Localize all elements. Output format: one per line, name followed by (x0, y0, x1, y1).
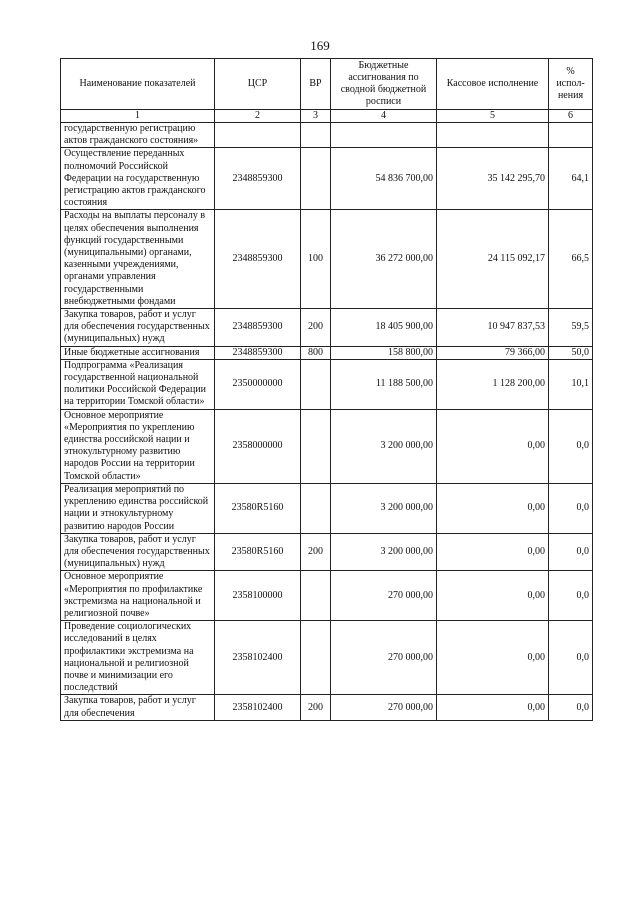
row-name: Подпрограмма «Реализация государственной национальной политики Российской Федерации на территории Томской области» (61, 359, 215, 409)
row-percent (549, 123, 593, 148)
row-vr (301, 148, 331, 210)
table-row (61, 148, 593, 210)
row-name: Реализация мероприятий по укреплению единства российской нации и этнокультурному развитию народов России (61, 483, 215, 533)
row-assigned: 54 836 700,00 (331, 148, 437, 210)
column-number: 1 (61, 110, 215, 123)
table-row (61, 359, 593, 409)
row-vr (301, 359, 331, 409)
row-vr: 200 (301, 695, 331, 720)
row-vr: 200 (301, 533, 331, 571)
row-percent: 59,5 (549, 309, 593, 347)
row-executed: 79 366,00 (437, 346, 549, 359)
row-executed: 24 115 092,17 (437, 210, 549, 309)
row-csr: 2358100000 (215, 571, 301, 621)
row-executed: 0,00 (437, 533, 549, 571)
row-assigned: 18 405 900,00 (331, 309, 437, 347)
row-executed: 0,00 (437, 695, 549, 720)
row-assigned: 270 000,00 (331, 571, 437, 621)
column-number: 5 (437, 110, 549, 123)
row-assigned: 270 000,00 (331, 695, 437, 720)
row-percent: 0,0 (549, 571, 593, 621)
row-vr: 800 (301, 346, 331, 359)
header-name: Наименование показателей (61, 59, 215, 110)
row-csr: 23580R5160 (215, 533, 301, 571)
row-assigned: 3 200 000,00 (331, 409, 437, 483)
row-vr (301, 123, 331, 148)
row-csr: 2348859300 (215, 346, 301, 359)
row-name: Закупка товаров, работ и услуг для обеспечения (61, 695, 215, 720)
table-row (61, 695, 593, 720)
table-row (61, 571, 593, 621)
row-name: Закупка товаров, работ и услуг для обеспечения государственных (муниципальных) нужд (61, 533, 215, 571)
row-vr (301, 621, 331, 695)
column-number: 4 (331, 110, 437, 123)
row-executed: 35 142 295,70 (437, 148, 549, 210)
row-csr: 2350000000 (215, 359, 301, 409)
column-number: 2 (215, 110, 301, 123)
row-assigned: 3 200 000,00 (331, 533, 437, 571)
table-row (61, 483, 593, 533)
row-csr (215, 123, 301, 148)
row-executed: 10 947 837,53 (437, 309, 549, 347)
table-row (61, 533, 593, 571)
row-assigned (331, 123, 437, 148)
table-row (61, 123, 593, 148)
row-csr: 23580R5160 (215, 483, 301, 533)
row-executed: 1 128 200,00 (437, 359, 549, 409)
header-percent: % испол-нения (549, 59, 593, 110)
row-percent: 0,0 (549, 695, 593, 720)
row-vr (301, 483, 331, 533)
header-assigned: Бюджетные ассигнования по сводной бюджетной росписи (331, 59, 437, 110)
row-assigned: 36 272 000,00 (331, 210, 437, 309)
row-percent: 0,0 (549, 483, 593, 533)
header-csr: ЦСР (215, 59, 301, 110)
row-executed: 0,00 (437, 483, 549, 533)
row-name: Расходы на выплаты персоналу в целях обеспечения выполнения функций государственными (муниципальными) органами, казенными учреждениями, органами управления государственными внебюджетными фондами (61, 210, 215, 309)
row-name: Иные бюджетные ассигнования (61, 346, 215, 359)
row-percent: 10,1 (549, 359, 593, 409)
row-csr: 2358102400 (215, 695, 301, 720)
row-percent: 0,0 (549, 533, 593, 571)
column-number: 6 (549, 110, 593, 123)
budget-table (60, 58, 593, 721)
row-name: Закупка товаров, работ и услуг для обеспечения государственных (муниципальных) нужд (61, 309, 215, 347)
header-row (61, 59, 593, 110)
row-assigned: 270 000,00 (331, 621, 437, 695)
row-name: Осуществление переданных полномочий Российской Федерации на государственную регистрацию актов гражданского состояния (61, 148, 215, 210)
row-name: Основное мероприятие «Мероприятия по укреплению единства российской нации и этнокультурному развитию народов России на территории Томской области» (61, 409, 215, 483)
table-body (61, 123, 593, 721)
row-percent: 0,0 (549, 621, 593, 695)
row-vr: 200 (301, 309, 331, 347)
row-assigned: 3 200 000,00 (331, 483, 437, 533)
row-executed: 0,00 (437, 409, 549, 483)
row-percent: 64,1 (549, 148, 593, 210)
row-name: Основное мероприятие «Мероприятия по профилактике экстремизма на национальной и религиозной почве» (61, 571, 215, 621)
row-csr: 2348859300 (215, 309, 301, 347)
row-csr: 2348859300 (215, 210, 301, 309)
row-csr: 2358102400 (215, 621, 301, 695)
row-executed (437, 123, 549, 148)
row-vr (301, 571, 331, 621)
row-vr (301, 409, 331, 483)
table-row (61, 309, 593, 347)
row-csr: 2348859300 (215, 148, 301, 210)
column-number-row (61, 110, 593, 123)
table-row (61, 621, 593, 695)
column-number: 3 (301, 110, 331, 123)
row-percent: 50,0 (549, 346, 593, 359)
row-executed: 0,00 (437, 571, 549, 621)
table-row (61, 210, 593, 309)
row-percent: 0,0 (549, 409, 593, 483)
row-name: государственную регистрацию актов гражданского состояния» (61, 123, 215, 148)
row-assigned: 11 188 500,00 (331, 359, 437, 409)
row-name: Проведение социологических исследований в целях профилактики экстремизма на национальной и религиозной почве и минимизации его последствий (61, 621, 215, 695)
row-csr: 2358000000 (215, 409, 301, 483)
row-vr: 100 (301, 210, 331, 309)
table-row (61, 409, 593, 483)
header-executed: Кассовое исполнение (437, 59, 549, 110)
row-assigned: 158 800,00 (331, 346, 437, 359)
page-number: 169 (310, 38, 330, 53)
header-vr: ВР (301, 59, 331, 110)
row-percent: 66,5 (549, 210, 593, 309)
table-row (61, 346, 593, 359)
row-executed: 0,00 (437, 621, 549, 695)
